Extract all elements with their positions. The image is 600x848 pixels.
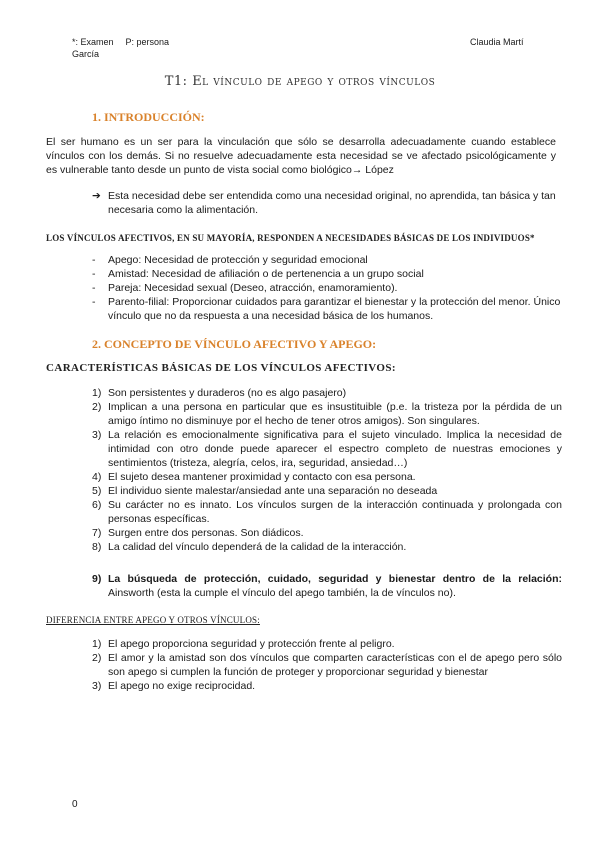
characteristics-list: [92, 386, 562, 554]
list-item: 3) El apego no exige reciprocidad.: [92, 680, 256, 692]
list-item: 5) El individuo siente malestar/ansiedad ante una separación no deseada: [92, 485, 438, 497]
header-legend-exam: *: Examen: [72, 37, 114, 47]
header-legend-person: P: persona: [125, 37, 170, 47]
list-item: 1) Son persistentes y duraderos (no es algo pasajero): [92, 387, 347, 399]
page-title: T1: El vínculo de apego y otros vínculos: [164, 74, 436, 89]
arrow-note: [92, 189, 562, 217]
difference-heading: DIFERENCIA ENTRE APEGO Y OTROS VÍNCULOS:: [46, 615, 260, 625]
list-item: 3) La relación es emocionalmente significativa para el sujeto vinculado. Implica la necesidad de intimidad con otro donde puede aparecer el espectro completo de nuestras emociones y sentimientos (tristeza, alegría, celos, ira, seguridad, ansiedad…): [92, 429, 562, 469]
list-item: 7) Surgen entre dos personas. Son diádicos.: [92, 527, 304, 539]
arrow-note-text: Esta necesidad debe ser entendida como una necesidad original, no aprendida, tan básica y tan necesaria como la alimentación.: [108, 190, 556, 216]
list-item: - Amistad: Necesidad de afiliación o de pertenencia a un grupo social: [92, 268, 424, 280]
list-item: - Pareja: Necesidad sexual (Deseo, atracción, enamoramiento).: [92, 282, 398, 294]
needs-list: [92, 253, 562, 323]
section-2-heading: 2. CONCEPTO DE VÍNCULO AFECTIVO Y APEGO:: [92, 337, 377, 351]
characteristics-list-item-9: [92, 572, 562, 600]
section-1-heading: 1. INTRODUCCIÓN:: [92, 110, 205, 124]
needs-heading: LOS VÍNCULOS AFECTIVOS, EN SU MAYORÍA, RESPONDEN A NECESIDADES BÁSICAS DE LOS INDIVIDUOS*: [46, 233, 535, 243]
header-surname: García: [72, 49, 100, 59]
list-item: 2) El amor y la amistad son dos vínculos que comparten características con el de apego pero sólo son apego si cumplen la función de proteger y proporcionar seguridad y bienestar: [92, 652, 562, 678]
arrow-right-icon: ➔: [92, 190, 101, 202]
list-item: 2) Implican a una persona en particular que es insustituible (p.e. la tristeza por la pérdida de un amigo íntimo no disminuye por el hecho de tener otros amigos). Son singulares.: [92, 401, 562, 427]
characteristics-heading: CARACTERÍSTICAS BÁSICAS DE LOS VÍNCULOS AFECTIVOS:: [46, 362, 396, 374]
list-item: - Apego: Necesidad de protección y seguridad emocional: [92, 254, 368, 266]
list-item: 8) La calidad del vínculo dependerá de la calidad de la interacción.: [92, 541, 407, 553]
list-item: 1) El apego proporciona seguridad y protección frente al peligro.: [92, 638, 395, 650]
difference-list: [92, 637, 562, 693]
list-item: 9) La búsqueda de protección, cuidado, seguridad y bienestar dentro de la relación: Ainsworth (esta la cumple el vínculo del apego también, la de vínculos no).: [92, 573, 562, 599]
list-item: - Parento-filial: Proporcionar cuidados para garantizar el bienestar y la protección del menor. Único vínculo que no da respuesta a una necesidad básica de los humanos.: [92, 296, 561, 322]
header-left: [72, 36, 169, 60]
page-number: 0: [72, 799, 78, 810]
list-item: 4) El sujeto desea mantener proximidad y contacto con esa persona.: [92, 471, 416, 483]
header-author: Claudia Martí: [470, 37, 524, 47]
intro-paragraph: El ser humano es un ser para la vinculación que sólo se desarrolla adecuadamente cuando establece vínculos con los demás. Si no resuelve adecuadamente esta necesidad se ve afectado psicológicamente y es vulnerable tanto desde un punto de vista social como biológico→ López: [46, 136, 556, 176]
list-item: 6) Su carácter no es innato. Los vínculos surgen de la interacción continuada y prolongada con personas específicas.: [92, 499, 562, 525]
